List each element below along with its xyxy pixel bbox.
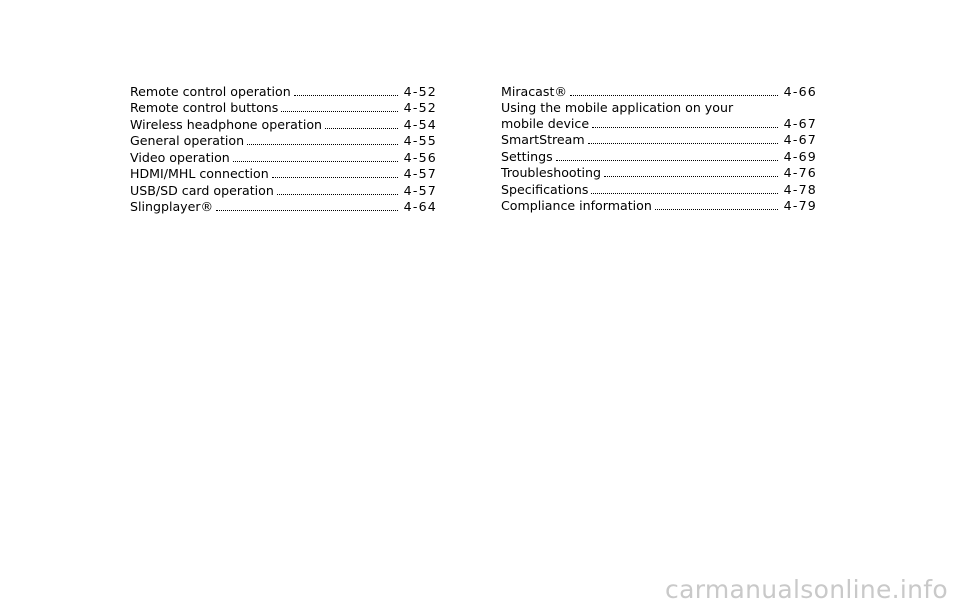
toc-entry-title: Miracast® bbox=[501, 83, 567, 99]
toc-entry-page: 4-67 bbox=[783, 132, 817, 147]
toc-entry-page: 4-67 bbox=[783, 115, 817, 131]
toc-entry-second-line bbox=[501, 116, 817, 132]
toc-entry-title: Slingplayer® bbox=[130, 199, 214, 214]
toc-entry-page: 4-52 bbox=[403, 83, 437, 99]
toc-dot-leader bbox=[272, 177, 398, 178]
toc-dot-leader bbox=[591, 193, 777, 194]
toc-dot-leader bbox=[604, 176, 778, 177]
toc-column-right bbox=[501, 83, 817, 214]
toc-dot-leader bbox=[216, 210, 397, 211]
toc-entry-page: 4-57 bbox=[403, 166, 437, 181]
toc-entry-page: 4-78 bbox=[783, 181, 817, 197]
toc-entry[interactable] bbox=[501, 83, 817, 100]
toc-dot-leader bbox=[233, 161, 398, 162]
toc-entry-title: Remote control operation bbox=[130, 83, 291, 99]
toc-dot-leader bbox=[570, 95, 778, 96]
toc-entry-title: Compliance information bbox=[501, 198, 652, 213]
toc-entry[interactable] bbox=[130, 133, 437, 150]
toc-entry-title-line2: mobile device bbox=[501, 115, 590, 131]
toc-entry-title: Wireless headphone operation bbox=[130, 116, 323, 132]
toc-entry[interactable] bbox=[501, 165, 817, 182]
toc-entry-title-line1: Using the mobile application on your bbox=[501, 99, 734, 115]
toc-entry-page: 4-52 bbox=[403, 100, 437, 115]
toc-entry[interactable] bbox=[501, 148, 817, 165]
toc-entry-page: 4-76 bbox=[783, 165, 817, 180]
toc-entry-page: 4-55 bbox=[403, 133, 437, 148]
toc-dot-leader bbox=[277, 194, 398, 195]
toc-entry-page: 4-57 bbox=[403, 182, 437, 198]
toc-entry[interactable] bbox=[130, 100, 437, 117]
toc-entry-title: Settings bbox=[501, 148, 553, 164]
toc-dot-leader bbox=[588, 143, 778, 144]
toc-entry[interactable] bbox=[501, 198, 817, 215]
toc-entry-page: 4-66 bbox=[783, 83, 817, 99]
toc-column-left bbox=[130, 83, 437, 215]
toc-entry-title: Troubleshooting bbox=[501, 165, 602, 180]
toc-entry[interactable] bbox=[130, 116, 437, 133]
toc-entry[interactable] bbox=[130, 166, 437, 183]
toc-dot-leader bbox=[592, 127, 778, 128]
toc-dot-leader bbox=[247, 144, 398, 145]
toc-dot-leader bbox=[281, 111, 397, 112]
toc-entry-page: 4-54 bbox=[403, 116, 437, 132]
toc-entry-title: Video operation bbox=[130, 149, 230, 165]
toc-entry[interactable] bbox=[501, 132, 817, 149]
toc-entry-title: HDMI/MHL connection bbox=[130, 166, 269, 181]
toc-entry-title: SmartStream bbox=[501, 132, 585, 147]
watermark-text: carmanualsonline.info bbox=[665, 575, 948, 604]
toc-entry[interactable] bbox=[130, 182, 437, 199]
toc-entry[interactable] bbox=[130, 199, 437, 216]
toc-entry-title: USB/SD card operation bbox=[130, 182, 274, 198]
toc-entry-title: Specifications bbox=[501, 181, 589, 197]
toc-dot-leader bbox=[325, 128, 398, 129]
toc-dot-leader bbox=[556, 160, 778, 161]
toc-dot-leader bbox=[655, 209, 778, 210]
toc-dot-leader bbox=[294, 95, 398, 96]
toc-entry[interactable] bbox=[501, 181, 817, 198]
toc-entry-page: 4-79 bbox=[783, 198, 817, 213]
toc-entry[interactable] bbox=[130, 149, 437, 166]
toc-entry-page: 4-56 bbox=[403, 149, 437, 165]
toc-entry-title: Remote control buttons bbox=[130, 100, 279, 115]
toc-entry[interactable] bbox=[130, 83, 437, 100]
toc-entry-page: 4-64 bbox=[403, 199, 437, 214]
toc-entry-title: General operation bbox=[130, 133, 245, 148]
toc-entry[interactable] bbox=[501, 100, 817, 132]
toc-entry-page: 4-69 bbox=[783, 148, 817, 164]
